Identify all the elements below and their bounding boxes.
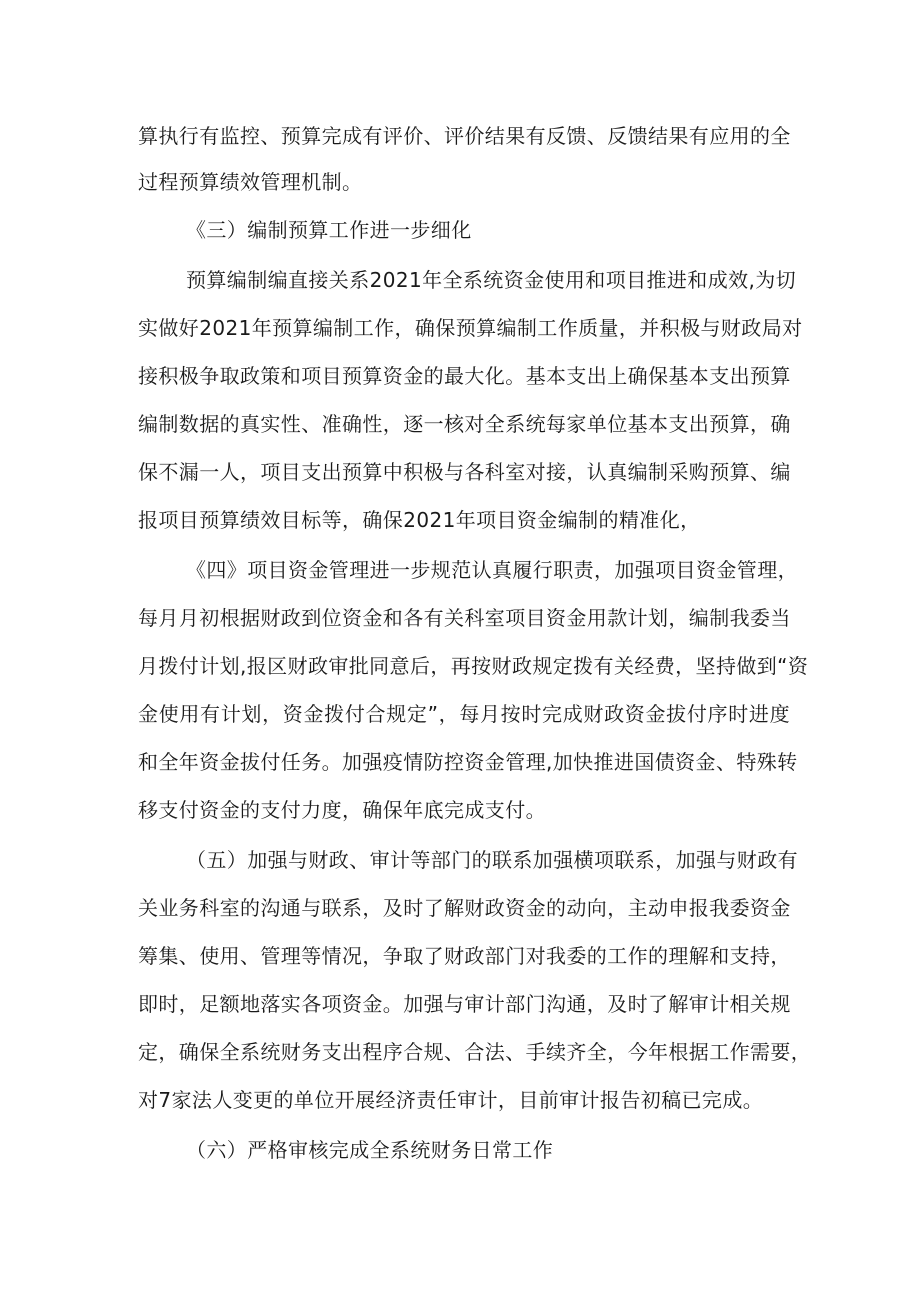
body-text-line: 移支付资金的支付力度，确保年底完成支付。 <box>138 798 546 822</box>
section-heading: 《四》项目资金管理进一步规范认真履行职责，加强项目资金管理， <box>186 558 798 582</box>
body-text-line: 金使用有计划，资金拨付合规定”，每月按时完成财政资金拔付序时进度 <box>138 702 790 726</box>
body-text-line: 每月月初根据财政到位资金和各有关科室项目资金用款计划，编制我委当 <box>138 606 791 630</box>
body-text-line: 保不漏一人，项目支出预算中积极与各科室对接，认真编制采购预算、编 <box>138 460 791 484</box>
body-text-line: 即时，足额地落实各项资金。加强与审计部门沟通，及时了解审计相关规 <box>138 992 791 1016</box>
body-text-line: 月拨付计划,报区财政审批同意后，再按财政规定拨有关经费，坚持做到“资 <box>138 654 809 678</box>
body-text-line: 算执行有监控、预算完成有评价、评价结果有反馈、反馈结果有应用的全 <box>138 124 791 148</box>
body-text-line: 报项目预算绩效目标等，确保2021年项目资金编制的精准化， <box>138 508 701 532</box>
body-text-line: 过程预算绩效管理机制。 <box>138 170 363 194</box>
body-text-line: 对7家法人变更的单位开展经济责任审计，目前审计报告初稿已完成。 <box>138 1088 764 1112</box>
body-text-line: 定，确保全系统财务支出程序合规、合法、手续齐全，今年根据工作需要， <box>138 1040 812 1064</box>
section-heading: 《三）编制预算工作进一步细化 <box>186 218 472 242</box>
body-text-line: 关业务科室的沟通与联系，及时了解财政资金的动向，主动申报我委资金 <box>138 896 791 920</box>
body-text-line: 筹集、使用、管理等情况，争取了财政部门对我委的工作的理解和支持， <box>138 944 791 968</box>
body-text-line: 编制数据的真实性、准确性，逐一核对全系统每家单位基本支出预算，确 <box>138 412 791 436</box>
body-text-line: 预算编制编直接关系2021年全系统资金使用和项目推进和成效,为切 <box>186 268 797 292</box>
body-text-line: 接积极争取政策和项目预算资金的最大化。基本支出上确保基本支出预算 <box>138 364 791 388</box>
section-heading: （五）加强与财政、审计等部门的联系加强横项联系，加强与财政有 <box>186 848 798 872</box>
body-text-line: 实做好2021年预算编制工作，确保预算编制工作质量，并积极与财政局对 <box>138 316 803 340</box>
section-heading: （六）严格审核完成全系统财务日常工作 <box>186 1138 554 1162</box>
body-text-line: 和全年资金拔付任务。加强疫情防控资金管理,加快推进国债资金、特殊转 <box>138 750 798 774</box>
